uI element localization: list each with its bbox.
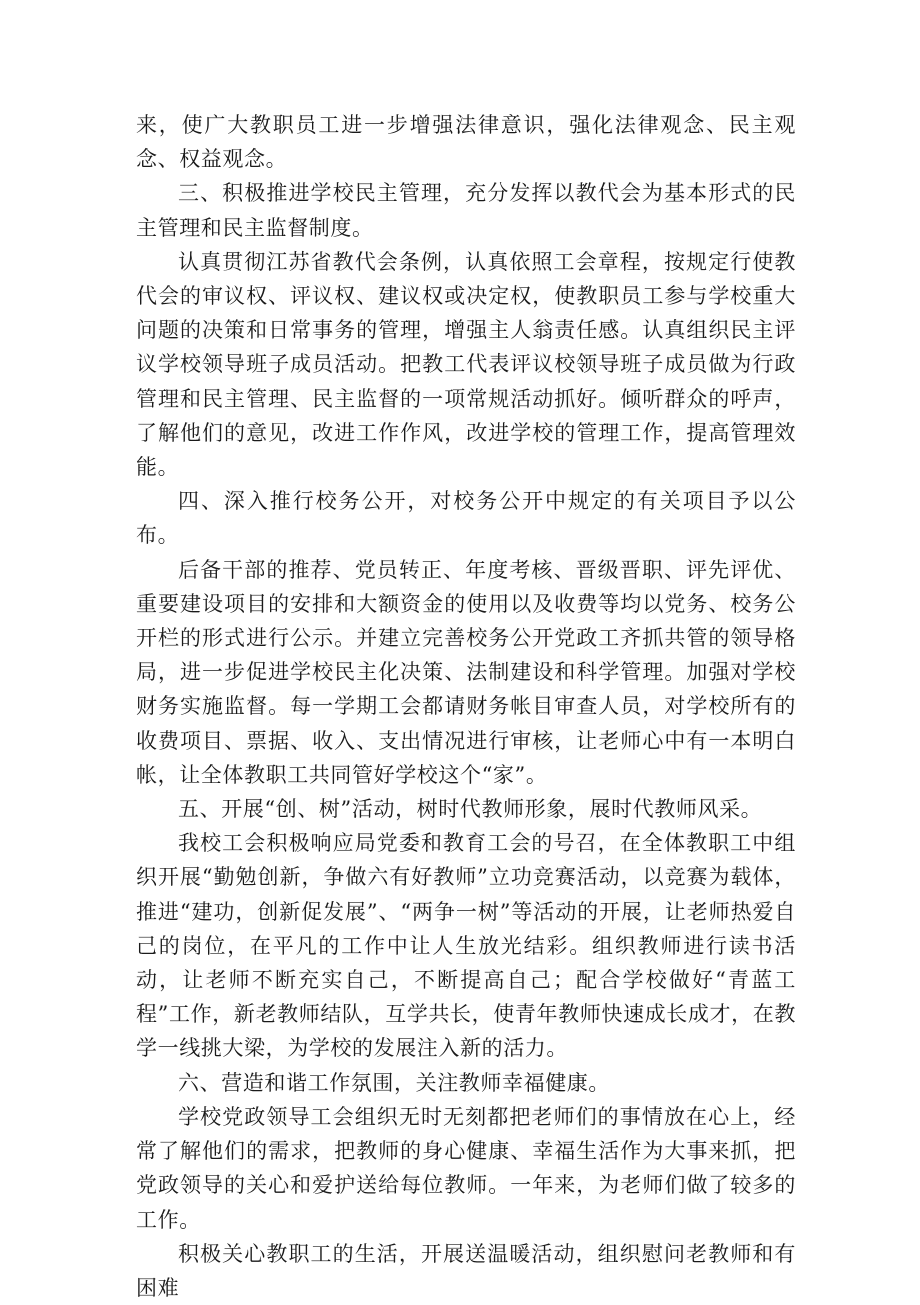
paragraph-8-heading-six: 六、营造和谐工作氛围，关注教师幸福健康。 bbox=[178, 1070, 610, 1095]
paragraph-3: 认真贯彻江苏省教代会条例，认真依照工会章程，按规定行使教代会的审议权、评议权、建议权或决定权，使教职员工参与学校重大问题的决策和日常事务的管理，增强主人翁责任感。认真组织民主评议学校领导班子成员活动。把教工代表评议校领导班子成员做为行政管理和民主管理、民主监督的一项常规活动抓好。倾听群众的呼声，了解他们的意见，改进工作作风，改进学校的管理工作，提高管理效能。 bbox=[136, 249, 796, 480]
paragraph-6-heading-five: 五、开展“创、树”活动，树时代教师形象，展时代教师风采。 bbox=[178, 797, 763, 822]
paragraph-5: 后备干部的推荐、党员转正、年度考核、晋级晋职、评先评优、重要建设项目的安排和大额资金的使用以及收费等均以党务、校务公开栏的形式进行公示。并建立完善校务公开党政工齐抓共管的领导格局，进一步促进学校民主化决策、法制建设和科学管理。加强对学校财务实施监督。每一学期工会都请财务帐目审查人员，对学校所有的收费项目、票据、收入、支出情况进行审核，让老师心中有一本明白帐，让全体教职工共同管好学校这个“家”。 bbox=[136, 557, 796, 787]
paragraph-10: 积极关心教职工的生活，开展送温暖活动，组织慰问老教师和有困难 bbox=[136, 1241, 796, 1300]
paragraph-7: 我校工会积极响应局党委和教育工会的号召，在全体教职工中组织开展“勤勉创新，争做六有好教师”立功竞赛活动，以竞赛为载体，推进“建功，创新促发展”、“两争一树”等活动的开展，让老师热爱自己的岗位，在平凡的工作中让人生放光结彩。组织教师进行读书活动，让老师不断充实自己，不断提高自己；配合学校做好“青蓝工程”工作，新老教师结队，互学共长，使青年教师快速成长成才，在教学一线挑大梁，为学校的发展注入新的活力。 bbox=[136, 831, 796, 1061]
paragraph-2-heading-three: 三、积极推进学校民主管理，充分发挥以教代会为基本形式的民主管理和民主监督制度。 bbox=[136, 181, 796, 240]
paragraph-4-heading-four: 四、深入推行校务公开，对校务公开中规定的有关项目予以公布。 bbox=[136, 489, 796, 548]
paragraph-9: 学校党政领导工会组织无时无刻都把老师们的事情放在心上，经常了解他们的需求，把教师的身心健康、幸福生活作为大事来抓，把党政领导的关心和爱护送给每位教师。一年来，为老师们做了较多的工作。 bbox=[136, 1104, 796, 1232]
document-body bbox=[136, 108, 796, 1305]
paragraph-1: 来，使广大教职员工进一步增强法律意识，强化法律观念、民主观念、权益观念。 bbox=[136, 113, 796, 172]
